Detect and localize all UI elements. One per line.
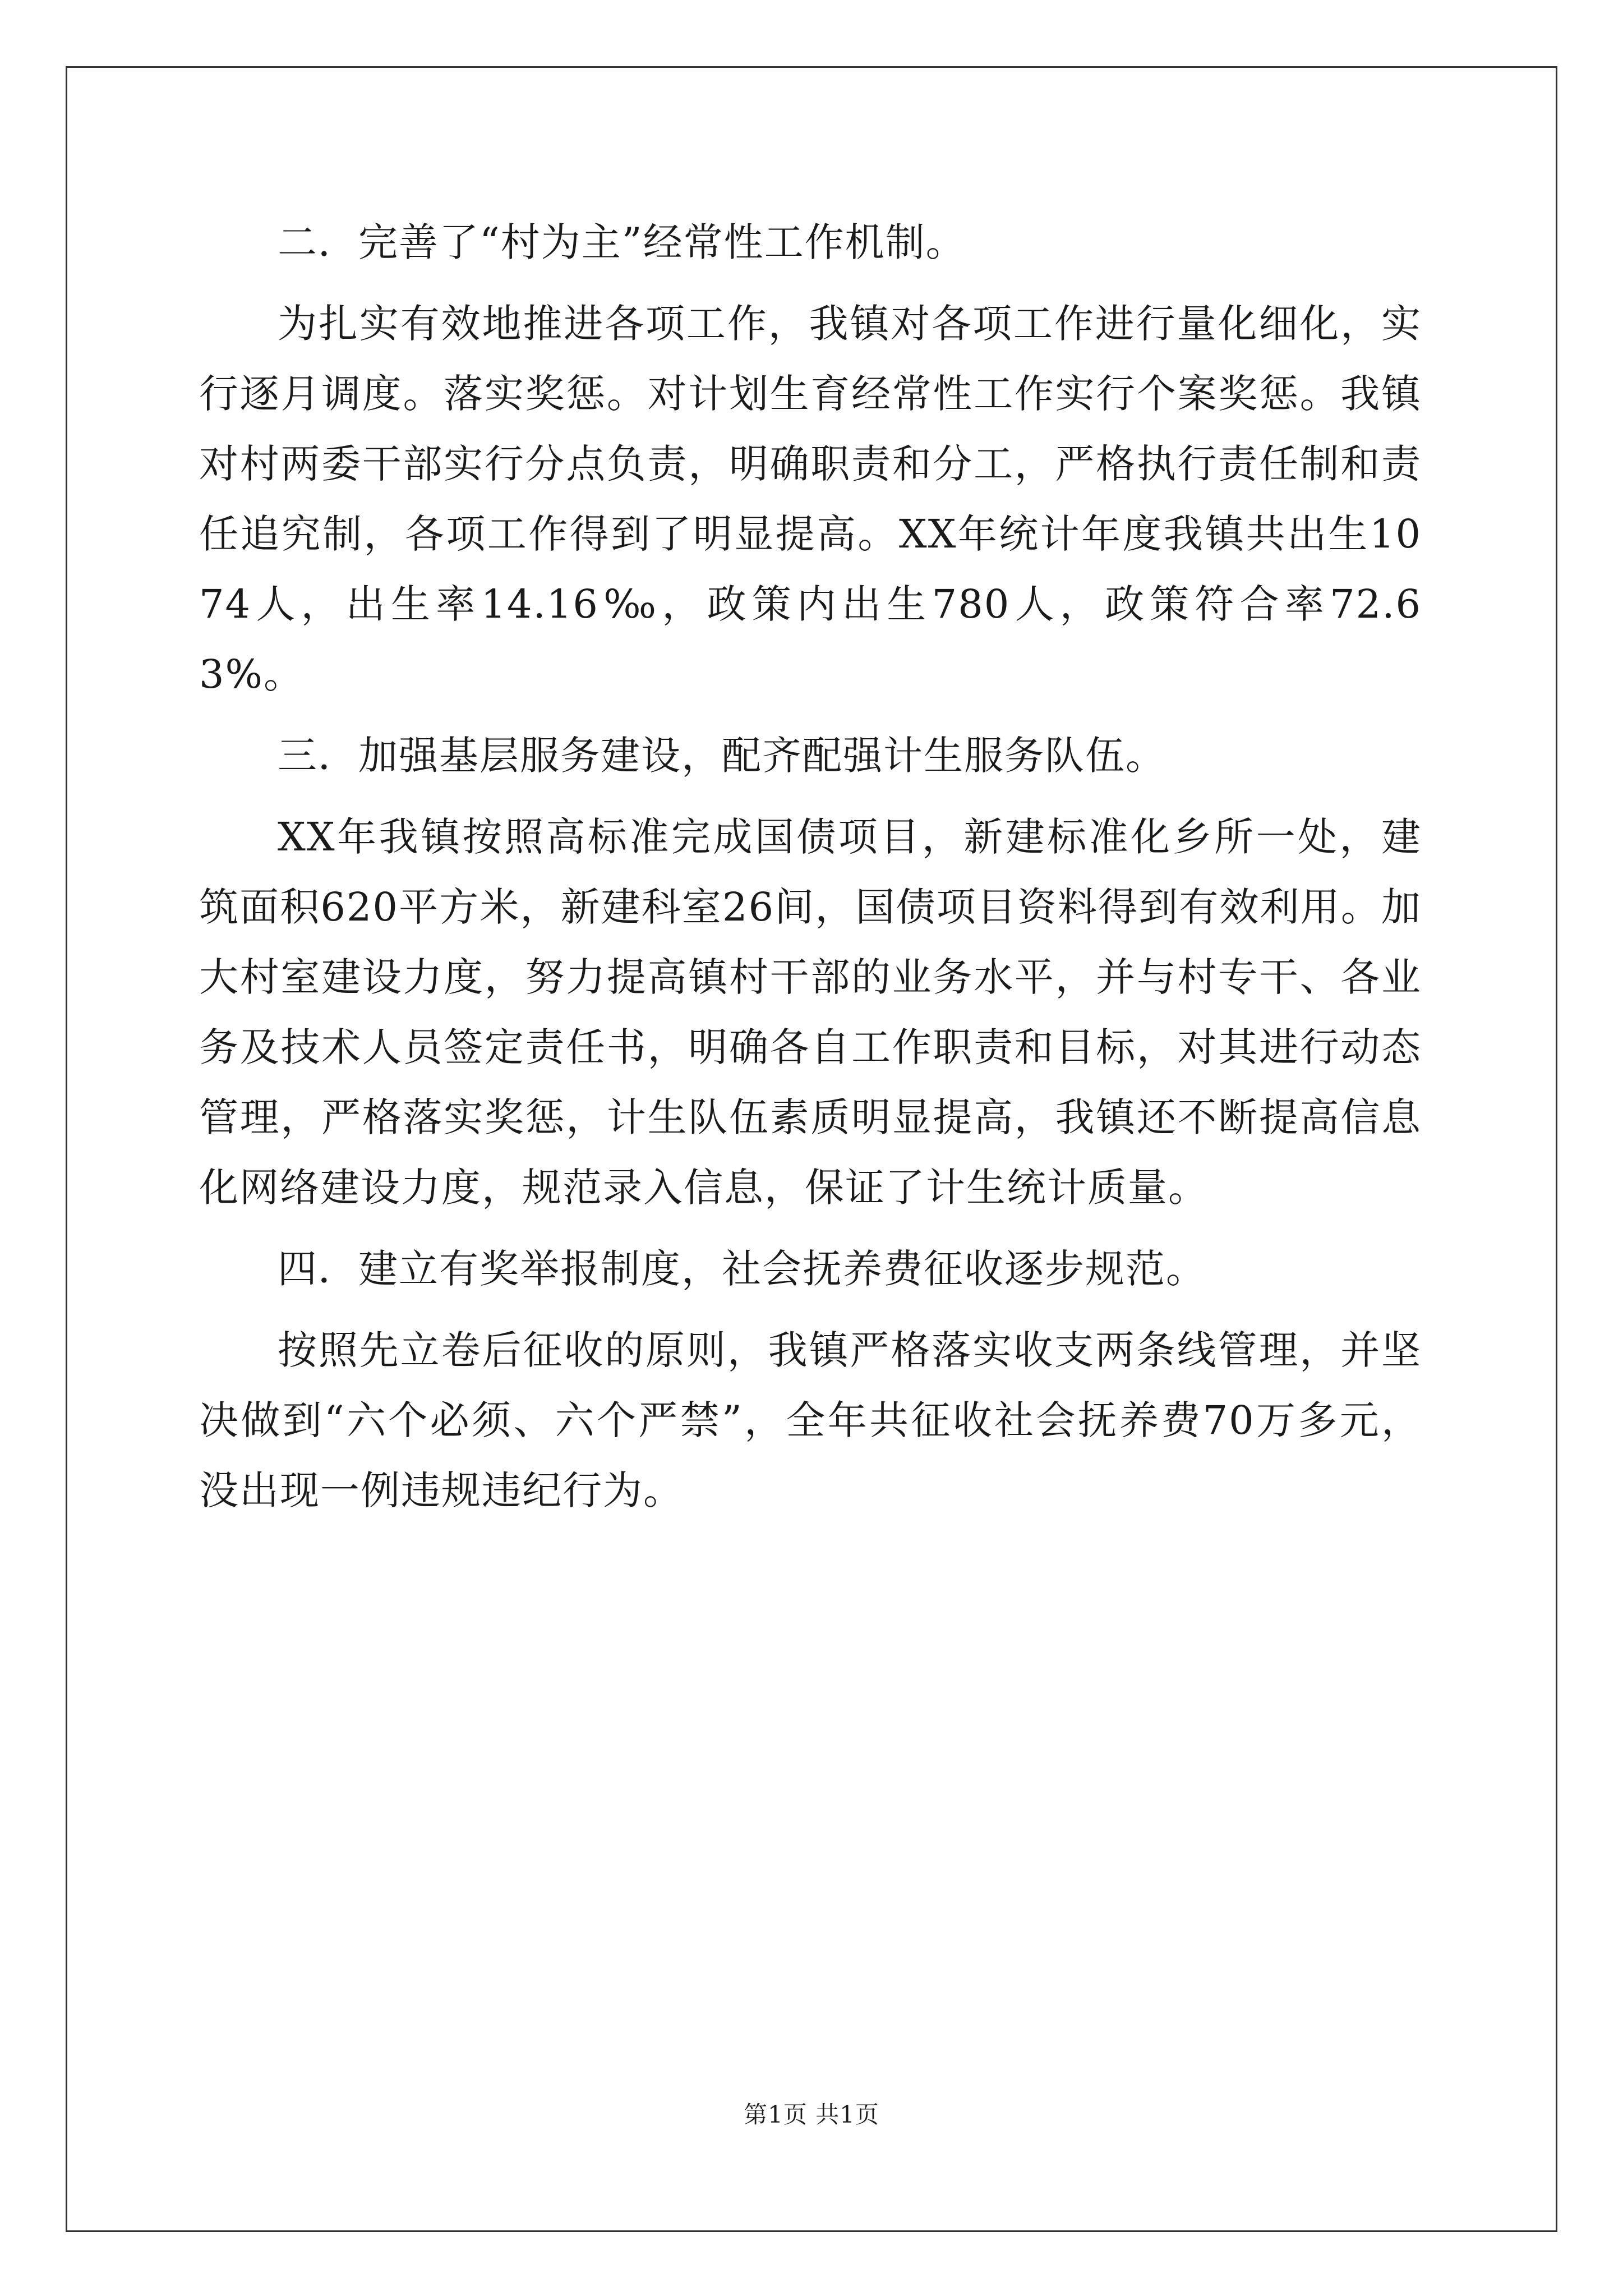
body-paragraph: 为扎实有效地推进各项工作，我镇对各项工作进行量化细化，实行逐月调度。落实奖惩。对计划生育经常性工作实行个案奖惩。我镇对村两委干部实行分点负责，明确职责和分工，严格执行责任制和责任追究制，各项工作得到了明显提高。XX年统计年度我镇共出生1074人，出生率14.16‰，政策内出生780人，政策符合率72.63%。 xyxy=(199,301,1422,697)
section-heading-2: 二．完善了“村为主”经常性工作机制。 xyxy=(278,219,966,265)
document-body xyxy=(199,208,1422,1537)
section-heading-3: 三．加强基层服务建设，配齐配强计生服务队伍。 xyxy=(278,733,1166,779)
section-heading-4: 四．建立有奖举报制度，社会抚养费征收逐步规范。 xyxy=(278,1246,1206,1292)
page-footer: 第1页 共1页 xyxy=(744,2101,879,2128)
body-paragraph: XX年我镇按照高标准完成国债项目，新建标准化乡所一处，建筑面积620平方米，新建科室26间，国债项目资料得到有效利用。加大村室建设力度，努力提高镇村干部的业务水平，并与村专干、各业务及技术人员签定责任书，明确各自工作职责和目标，对其进行动态管理，严格落实奖惩，计生队伍素质明显提高，我镇还不断提高信息化网络建设力度，规范录入信息，保证了计生统计质量。 xyxy=(199,814,1422,1211)
body-paragraph: 按照先立卷后征收的原则，我镇严格落实收支两条线管理，并坚决做到“六个必须、六个严禁”，全年共征收社会抚养费70万多元，没出现一例违规违纪行为。 xyxy=(199,1327,1422,1513)
